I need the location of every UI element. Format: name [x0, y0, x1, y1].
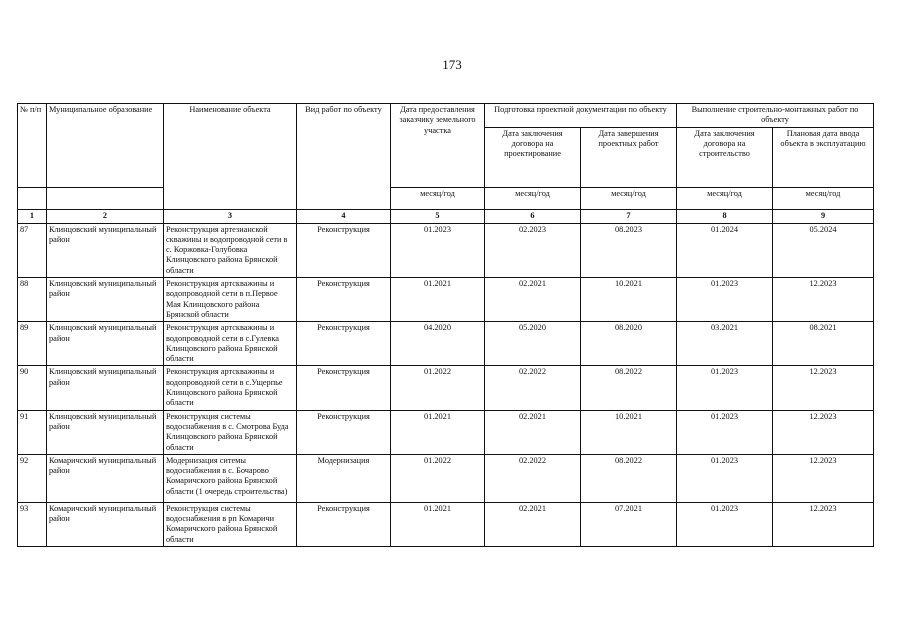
header-num-filler [18, 187, 47, 209]
row-num: 92 [18, 454, 47, 502]
table-row [18, 454, 874, 502]
row-object: Реконструкция системы водоснабжения в рп Комаричи Комаричского района Брянской области [164, 502, 297, 546]
row-object: Реконструкция системы водоснабжения в с. Смотрова Буда Клинцовского района Брянской области [164, 410, 297, 454]
column-number: 1 [18, 209, 47, 223]
row-object: Реконструкция артскважины и водопроводной сети в с.Ущерпье Клинцовского района Брянской области [164, 366, 297, 410]
row-design-finish: 08.2022 [581, 366, 677, 410]
row-land-date: 01.2022 [391, 454, 485, 502]
row-build-contract: 03.2021 [677, 322, 773, 366]
header-municipality-filler [47, 187, 164, 209]
row-design-finish: 08.2020 [581, 322, 677, 366]
row-design-contract: 02.2021 [485, 278, 581, 322]
row-num: 88 [18, 278, 47, 322]
row-design-finish: 08.2023 [581, 223, 677, 277]
unit-design-contract: месяц/год [485, 187, 581, 209]
row-design-finish: 07.2021 [581, 502, 677, 546]
row-num: 93 [18, 502, 47, 546]
row-land-date: 01.2021 [391, 278, 485, 322]
column-number: 9 [773, 209, 874, 223]
row-municipality: Клинцовский муниципальный район [47, 278, 164, 322]
row-municipality: Клинцовский муниципальный район [47, 322, 164, 366]
row-work-type: Модернизация [297, 454, 391, 502]
row-design-contract: 02.2022 [485, 366, 581, 410]
unit-design-finish: месяц/год [581, 187, 677, 209]
header-work-type: Вид работ по объекту [297, 104, 391, 210]
row-work-type: Реконструкция [297, 366, 391, 410]
table-row [18, 366, 874, 410]
column-number: 4 [297, 209, 391, 223]
row-municipality: Клинцовский муниципальный район [47, 366, 164, 410]
table-row [18, 223, 874, 277]
row-num: 87 [18, 223, 47, 277]
row-num: 89 [18, 322, 47, 366]
row-design-finish: 08.2022 [581, 454, 677, 502]
row-commission: 12.2023 [773, 366, 874, 410]
row-design-finish: 10.2021 [581, 410, 677, 454]
row-object: Реконструкция артезианской скважины и водопроводной сети в с. Коржовка-Голубовка Клинцовского района Брянской области [164, 223, 297, 277]
table-row [18, 278, 874, 322]
row-design-finish: 10.2021 [581, 278, 677, 322]
row-build-contract: 01.2023 [677, 454, 773, 502]
row-build-contract: 01.2023 [677, 502, 773, 546]
row-municipality: Клинцовский муниципальный район [47, 223, 164, 277]
row-commission: 12.2023 [773, 502, 874, 546]
table-row [18, 322, 874, 366]
column-number: 6 [485, 209, 581, 223]
header-build-contract: Дата заключения договора на строительство [677, 127, 773, 187]
unit-build-contract: месяц/год [677, 187, 773, 209]
row-build-contract: 01.2023 [677, 278, 773, 322]
row-municipality: Комаричский муниципальный район [47, 502, 164, 546]
row-commission: 12.2023 [773, 410, 874, 454]
row-work-type: Реконструкция [297, 223, 391, 277]
row-object: Реконструкция артскважины и водопроводной сети в п.Первое Мая Клинцовского района Брянской области [164, 278, 297, 322]
column-number: 3 [164, 209, 297, 223]
header-num: № п/п [18, 104, 47, 188]
row-design-contract: 05.2020 [485, 322, 581, 366]
row-land-date: 01.2022 [391, 366, 485, 410]
row-build-contract: 01.2024 [677, 223, 773, 277]
row-design-contract: 02.2021 [485, 410, 581, 454]
unit-land: месяц/год [391, 187, 485, 209]
row-design-contract: 02.2021 [485, 502, 581, 546]
header-design-finish: Дата завершения проектных работ [581, 127, 677, 187]
row-build-contract: 01.2023 [677, 366, 773, 410]
header-design-group: Подготовка проектной документации по объекту [485, 104, 677, 128]
unit-commission: месяц/год [773, 187, 874, 209]
row-num: 91 [18, 410, 47, 454]
header-municipality: Муниципальное образование [47, 104, 164, 188]
column-number: 2 [47, 209, 164, 223]
row-commission: 08.2021 [773, 322, 874, 366]
row-work-type: Реконструкция [297, 502, 391, 546]
row-design-contract: 02.2023 [485, 223, 581, 277]
page-number: 173 [442, 57, 462, 72]
column-number: 8 [677, 209, 773, 223]
header-object: Наименование объекта [164, 104, 297, 210]
header-design-contract: Дата заключения договора на проектирование [485, 127, 581, 187]
column-number: 7 [581, 209, 677, 223]
row-work-type: Реконструкция [297, 322, 391, 366]
header-land-date: Дата предоставления заказчику земельного участка [391, 104, 485, 188]
row-object: Реконструкция артскважины и водопроводной сети в с.Гулевка Клинцовского района Брянской области [164, 322, 297, 366]
row-commission: 05.2024 [773, 223, 874, 277]
row-work-type: Реконструкция [297, 278, 391, 322]
header-construction-group: Выполнение строительно-монтажных работ по объекту [677, 104, 874, 128]
row-land-date: 01.2023 [391, 223, 485, 277]
row-municipality: Комаричский муниципальный район [47, 454, 164, 502]
row-land-date: 04.2020 [391, 322, 485, 366]
row-land-date: 01.2021 [391, 502, 485, 546]
row-design-contract: 02.2022 [485, 454, 581, 502]
table-row [18, 502, 874, 546]
row-commission: 12.2023 [773, 278, 874, 322]
column-number: 5 [391, 209, 485, 223]
row-municipality: Клинцовский муниципальный район [47, 410, 164, 454]
row-build-contract: 01.2023 [677, 410, 773, 454]
row-num: 90 [18, 366, 47, 410]
objects-table [17, 103, 874, 547]
row-land-date: 01.2021 [391, 410, 485, 454]
header-commission: Плановая дата ввода объекта в эксплуатацию [773, 127, 874, 187]
row-commission: 12.2023 [773, 454, 874, 502]
table-row [18, 410, 874, 454]
row-object: Модернизация ситемы водоснабжения в с. Бочарово Комаричского района Брянской области (1 очередь строительства) [164, 454, 297, 502]
row-work-type: Реконструкция [297, 410, 391, 454]
